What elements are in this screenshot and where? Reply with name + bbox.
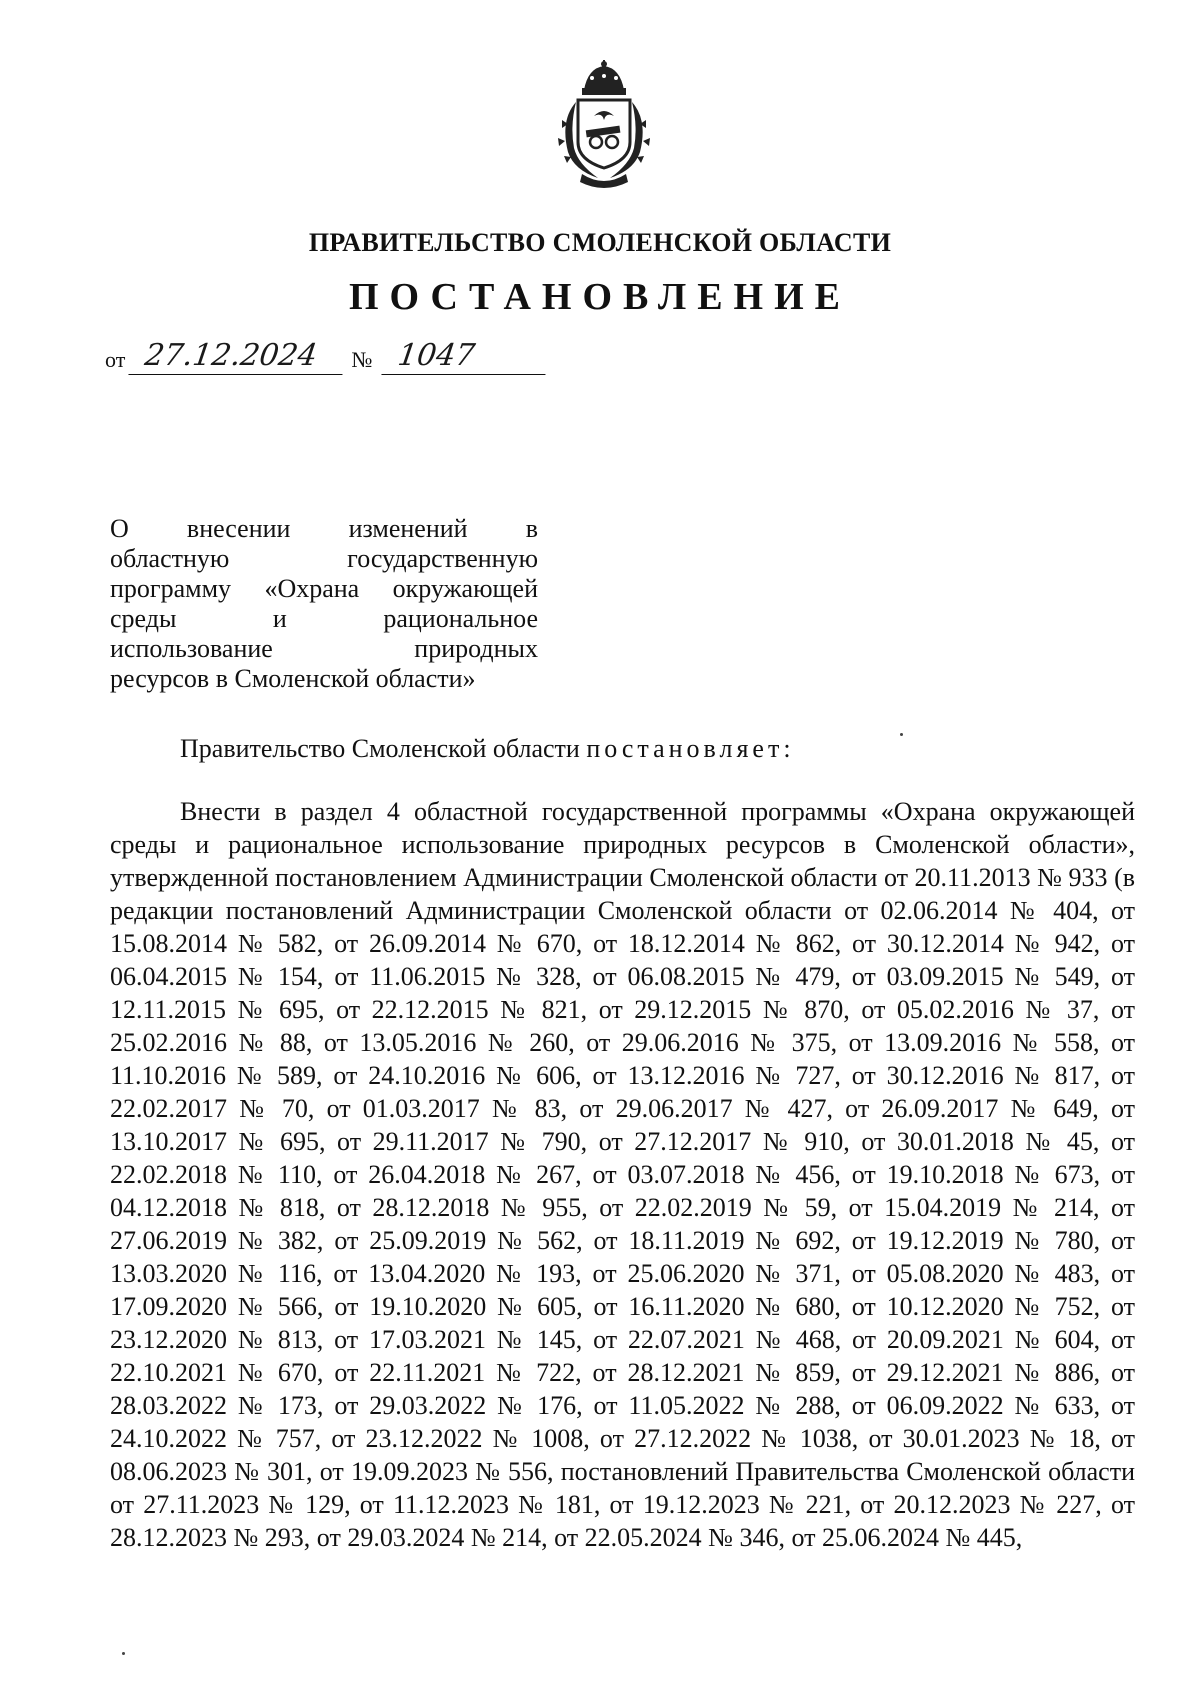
scan-speck [900, 733, 903, 736]
subject-line: среды и рациональное [110, 604, 538, 633]
date-from-label: от [105, 347, 126, 372]
subject-line: ресурсов в Смоленской области» [110, 664, 476, 693]
subject-line: использование природных [110, 634, 538, 663]
coat-of-arms-icon [548, 60, 660, 190]
scan-speck [122, 1652, 125, 1655]
subject-line: областную государственную [110, 544, 538, 573]
government-title: ПРАВИТЕЛЬСТВО СМОЛЕНСКОЙ ОБЛАСТИ [308, 228, 892, 257]
subject-line: программу «Охрана окружающей [110, 574, 538, 603]
handwritten-date: 27.12.2024 [129, 338, 348, 375]
body-paragraph: Внести в раздел 4 областной государственной программы «Охрана окружающей среды и рациональное использование природных ресурсов в Смоленской области», утвержденной постановлением Администрации Смоленской области от 20.11.2013 № 933 (в редакции постановлений Администрации Смоленской области от 02.06.2014 № 404, от 15.08.2014 № 582, от 26.09.2014 № 670, от 18.12.2014 № 862, от 30.12.2014 № 942, от 06.04.2015 № 154, от 11.06.2015 № 328, от 06.08.2015 № 479, от 03.09.2015 № 549, от 12.11.2015 № 695, от 22.12.2015 № 821, от 29.12.2015 № 870, от 05.02.2016 № 37, от 25.02.2016 № 88, от 13.05.2016 № 260, от 29.06.2016 № 375, от 13.09.2016 № 558, от 11.10.2016 № 589, от 24.10.2016 № 606, от 13.12.2016 № 727, от 30.12.2016 № 817, от 22.02.2017 № 70, от 01.03.2017 № 83, от 29.06.2017 № 427, от 26.09.2017 № 649, от 13.10.2017 № 695, от 29.11.2017 № 790, от 27.12.2017 № 910, от 30.01.2018 № 45, от 22.02.2018 № 110, от 26.04.2018 № 267, от 03.07.2018 № 456, от 19.10.2018 № 673, от 04.12.2018 № 818, от 28.12.2018 № 955, от 22.02.2019 № 59, от 15.04.2019 № 214, от 27.06.2019 № 382, от 25.09.2019 № 562, от 18.11.2019 № 692, от 19.12.2019 № 780, от 13.03.2020 № 116, от 13.04.2020 № 193, от 25.06.2020 № 371, от 05.08.2020 № 483, от 17.09.2020 № 566, от 19.10.2020 № 605, от 16.11.2020 № 680, от 10.12.2020 № 752, от 23.12.2020 № 813, от 17.03.2021 № 145, от 22.07.2021 № 468, от 20.09.2021 № 604, от 22.10.2021 № 670, от 22.11.2021 № 722, от 28.12.2021 № 859, от 29.12.2021 № 886, от 28.03.2022 № 173, от 29.03.2022 № 176, от 11.05.2022 № 288, от 06.09.2022 № 633, от 24.10.2022 № 757, от 23.12.2022 № 1008, от 27.12.2022 № 1038, от 30.01.2023 № 18, от 08.06.2023 № 301, от 19.09.2023 № 556, постановлений Правительства Смоленской области от 27.11.2023 № 129, от 11.12.2023 № 181, от 19.12.2023 № 221, от 20.12.2023 № 227, от 28.12.2023 № 293, от 29.03.2024 № 214, от 22.05.2024 № 346, от 25.06.2024 № 445, [110, 797, 1135, 1552]
number-label: № [351, 347, 373, 372]
date-number-line [105, 335, 548, 375]
resolution-line [180, 734, 795, 764]
resolution-verb: постановляет: [586, 734, 795, 763]
handwritten-number: 1047 [382, 338, 551, 375]
decree-title: ПОСТАНОВЛЕНИЕ [348, 276, 852, 318]
resolution-intro: Правительство Смоленской области [180, 734, 580, 763]
subject-line: О внесении изменений в [110, 514, 538, 543]
document-subject [110, 514, 538, 694]
